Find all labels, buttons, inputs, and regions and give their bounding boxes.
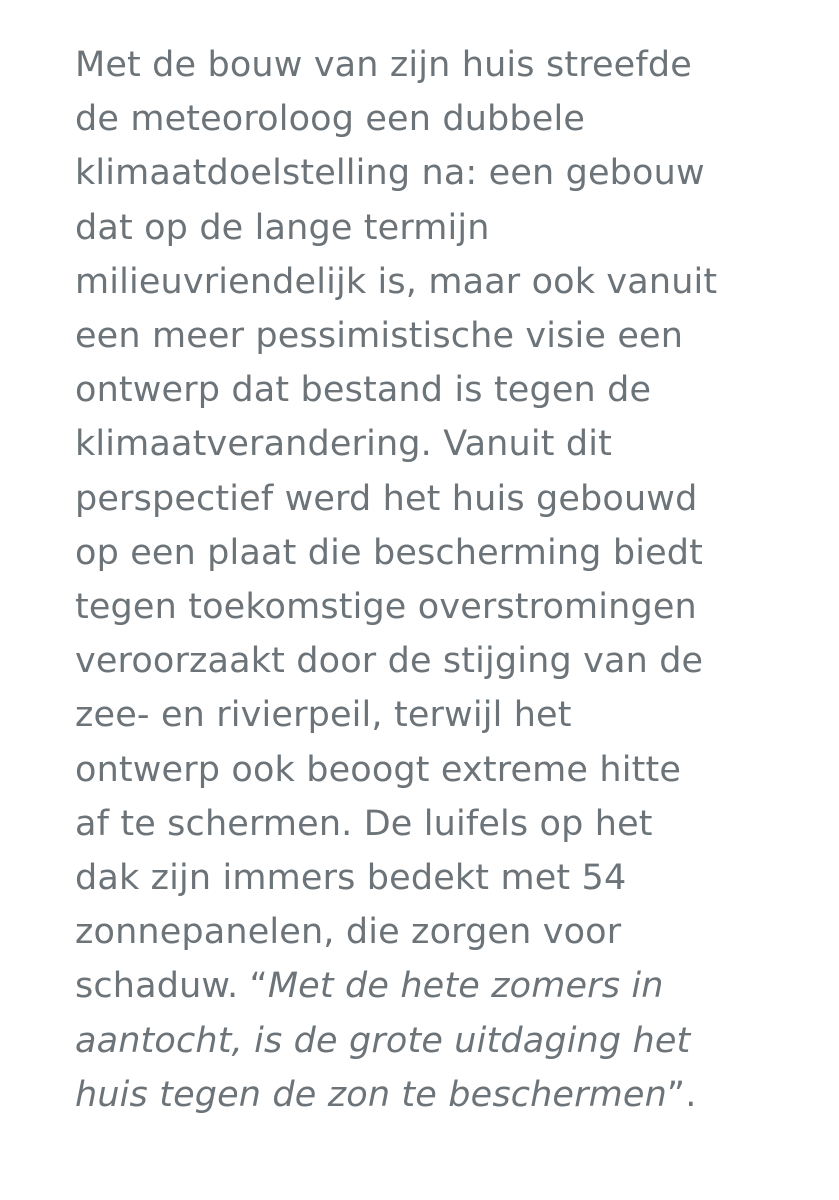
paragraph-line: op een plaat die bescherming biedt (75, 532, 703, 573)
paragraph-line: de meteoroloog een dubbele (75, 99, 585, 140)
paragraph-line: perspectief werd het huis gebouwd (75, 478, 698, 519)
quote-text: huis tegen de zon te beschermen (75, 1074, 667, 1115)
paragraph-line: Met de bouw van zijn huis streefde (75, 45, 692, 85)
paragraph-line: veroorzaakt door de stijging van de (75, 641, 704, 682)
paragraph-line: ontwerp ook beoogt extreme hitte (75, 749, 682, 790)
article-paragraph (75, 38, 815, 1122)
paragraph-line (75, 959, 815, 1013)
line-text: schaduw. “ (75, 966, 268, 1007)
paragraph-line: dak zijn immers bedekt met 54 (75, 858, 627, 899)
paragraph-line: af te schermen. De luifels op het (75, 803, 653, 844)
line-text: ”. (666, 1074, 697, 1115)
paragraph-line: tegen toekomstige overstromingen (75, 587, 697, 628)
paragraph-line (75, 1014, 815, 1068)
paragraph-line: dat op de lange termijn (75, 207, 490, 248)
paragraph-line: klimaatverandering. Vanuit dit (75, 424, 612, 465)
paragraph-line: zonnepanelen, die zorgen voor (75, 912, 622, 953)
paragraph-line: een meer pessimistische visie een (75, 316, 684, 357)
paragraph-line: milieuvriendelijk is, maar ook vanuit (75, 261, 718, 302)
paragraph-line: ontwerp dat bestand is tegen de (75, 370, 652, 411)
paragraph-line (75, 1068, 815, 1122)
quote-text: Met de hete zomers in (267, 966, 664, 1007)
paragraph-line: zee- en rivierpeil, terwijl het (75, 695, 572, 736)
paragraph-line: klimaatdoelstelling na: een gebouw (75, 153, 705, 194)
quote-text: aantocht, is de grote uitdaging het (75, 1020, 691, 1061)
